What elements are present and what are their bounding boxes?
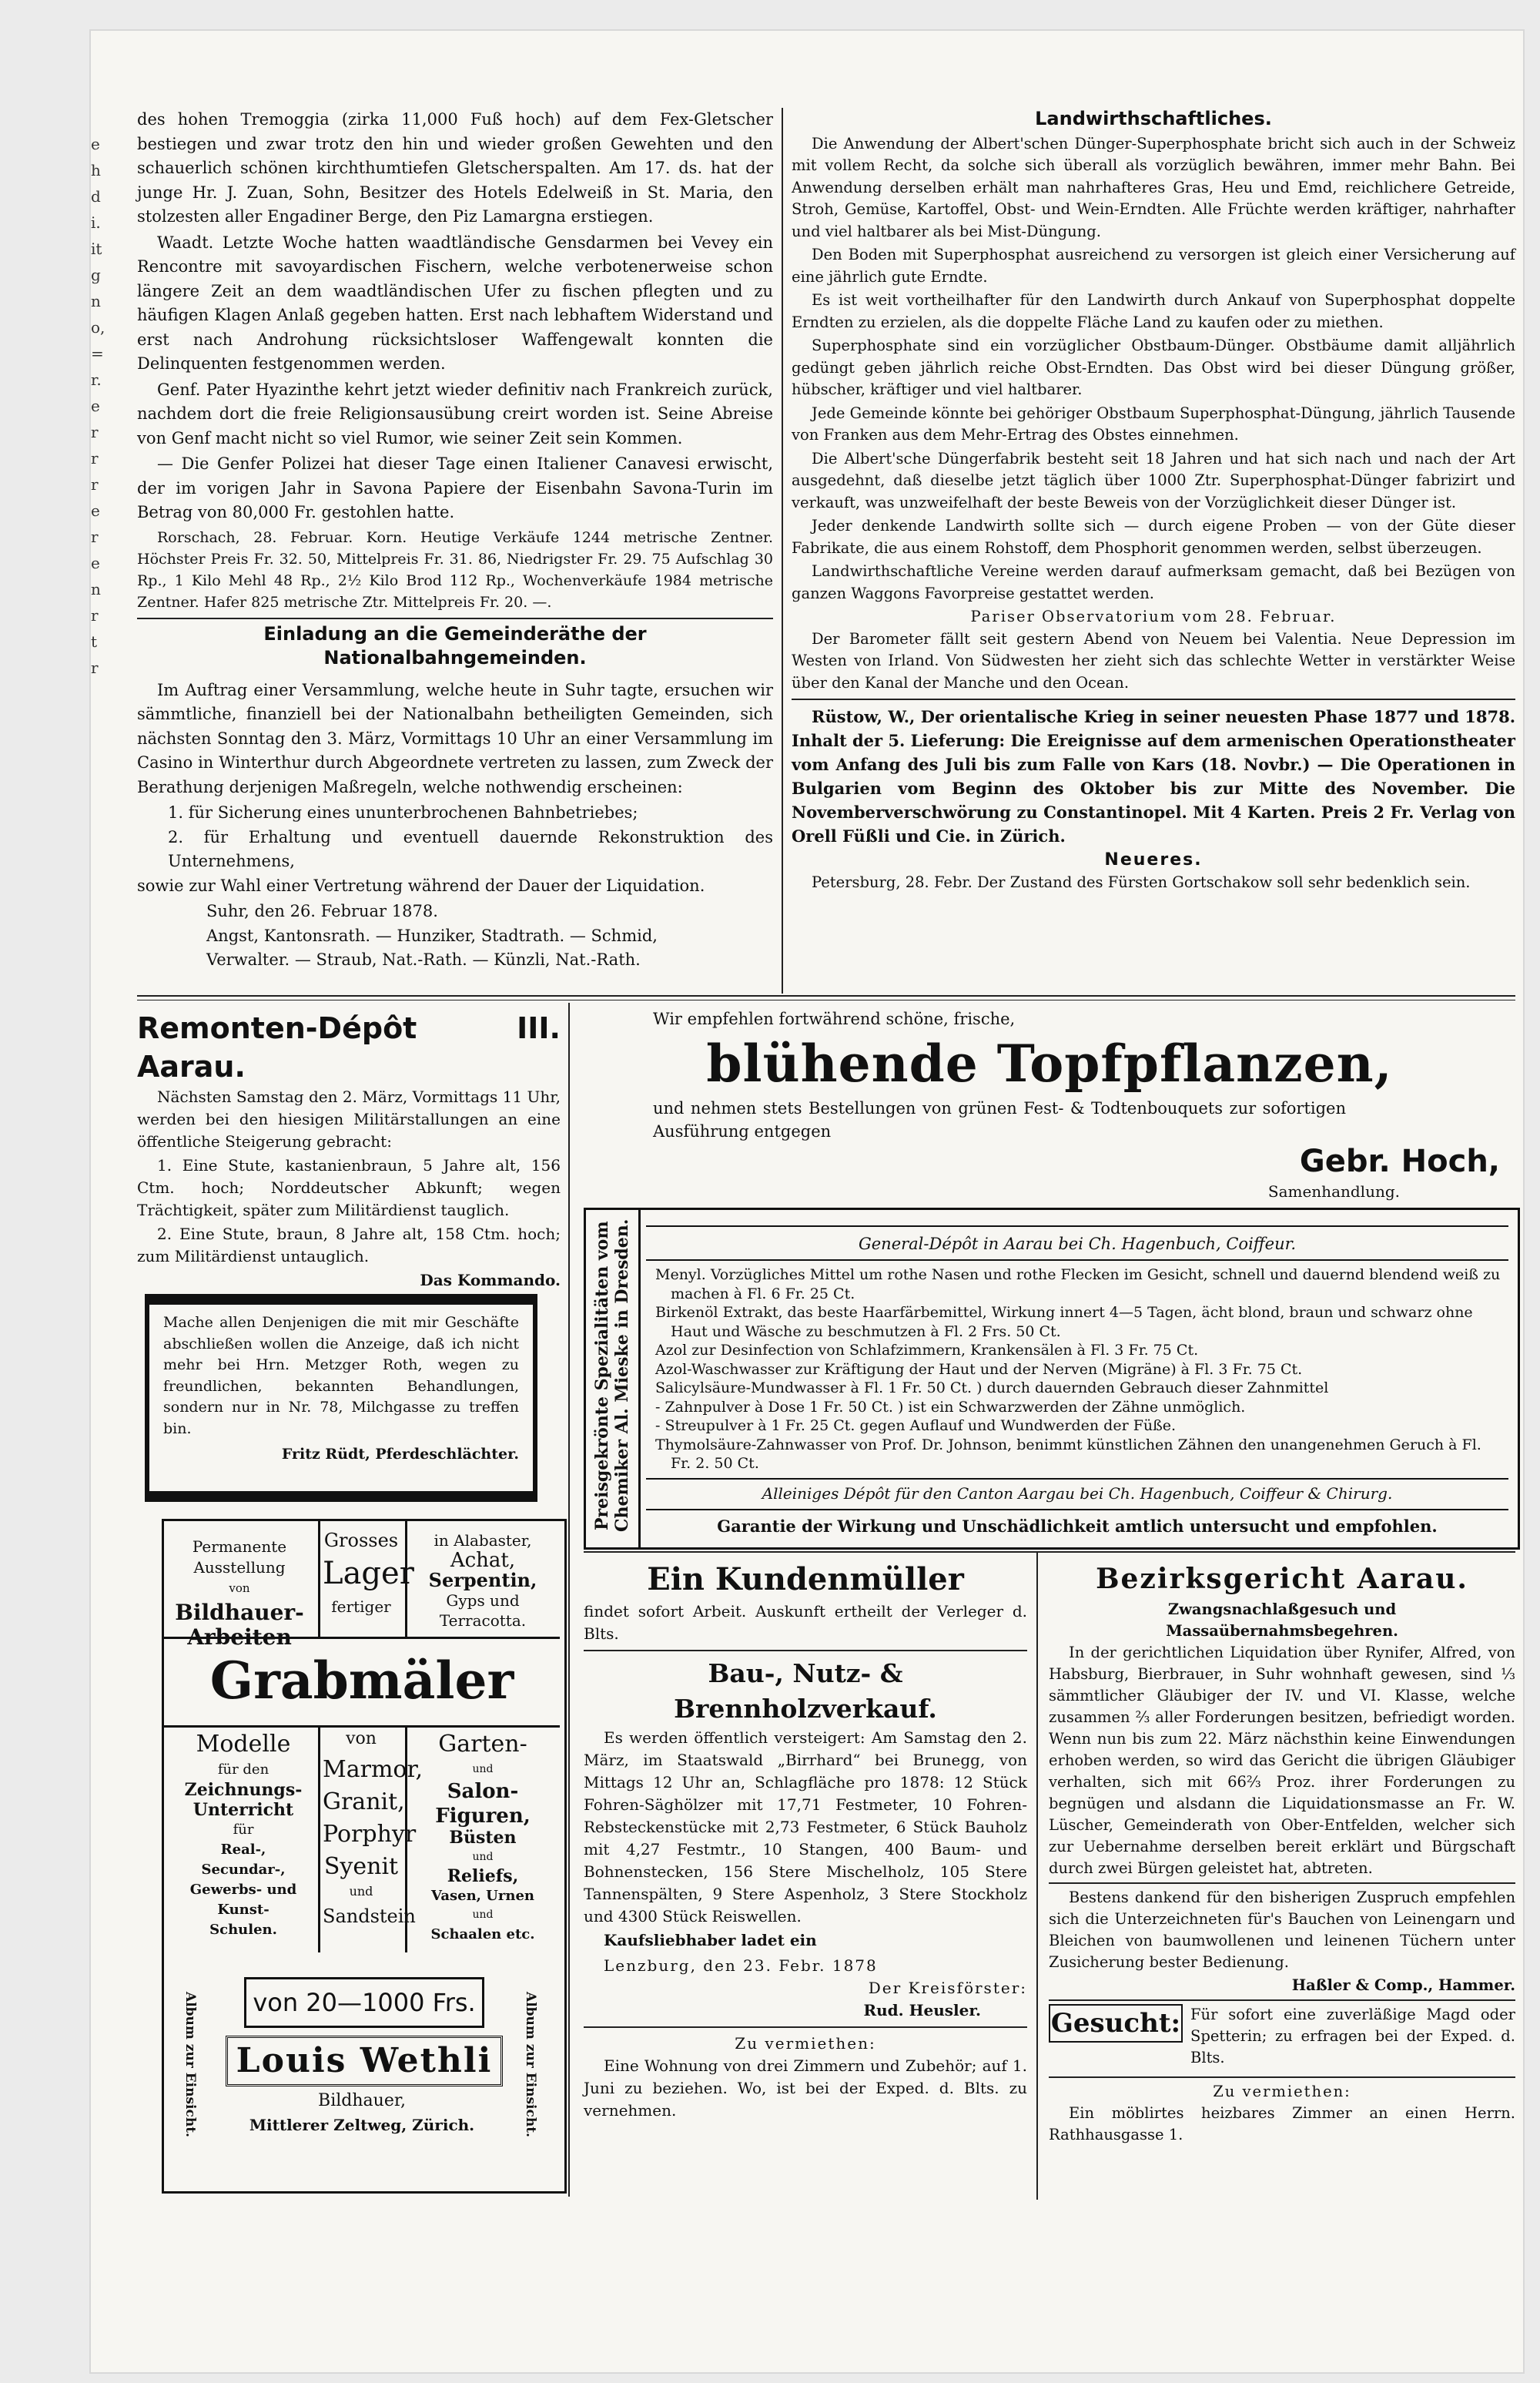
product-row: - Zahnpulver à Dose 1 Fr. 50 Ct. ) ist ein Schwarzwerden der Zähne unmöglich. [655, 1398, 1246, 1416]
ruedt-signature: Fritz Rüdt, Pferdeschlächter. [281, 1446, 519, 1463]
list-item: 1. für Sicherung eines ununterbrochenen Bahnbetriebes; [168, 803, 638, 822]
text-line: Real-, [220, 1842, 266, 1858]
text-line: Schulen. [209, 1922, 277, 1938]
hoch-ad [584, 1007, 1515, 1203]
gutter-letter: n [91, 292, 101, 310]
product-row: Salicylsäure-Mundwasser à Fl. 1 Fr. 50 Ct. ) durch dauernden Gebrauch dieser Zahnmittel [655, 1379, 1329, 1396]
hagenbuch-ad [584, 1208, 1520, 1550]
news-paragraph: Die Anwendung der Albert'schen Dünger-Superphosphate bricht sich auch in der Schweiz mit vollem Recht, da solche sich überall als vorzüglich bewähren, immer mehr Bahn. Bei Anwendung derselben erhält man nahrhafteres Gras, Heu und Emd, reichlichere Getreide, Stroh, Gemüse, Kartoffel, Obst- und Wein-Erndten. Alle Früchte werden kräftiger, nahrhafter und viel haltbarer als bei Mist-Düngung. [792, 134, 1515, 240]
kundenmueller-text: findet sofort Arbeit. Auskunft ertheilt der Verleger d. Blts. [584, 1602, 1027, 1643]
text-line: und [472, 1909, 494, 1921]
text-line: Serpentin, [428, 1569, 537, 1591]
vermieten-head: Zu vermiethen: [1213, 2083, 1351, 2100]
divider [584, 2026, 1027, 2028]
vertical-label: Preisgekrönte Spezialitäten vom Chemiker Al. Mieske in Dresden. [592, 1218, 632, 1533]
divider [584, 1551, 1515, 1553]
text-line: Gyps und [446, 1591, 520, 1610]
gutter-letter: i. [91, 213, 101, 232]
remonten-intro: Nächsten Samstag den 2. März, Vormittags 11 Uhr, werden bei den hiesigen Militärstallungen an eine öffentliche Steigerung gebracht: [137, 1088, 561, 1151]
gesucht-ad [1049, 2004, 1515, 2073]
news-paragraph: — Die Genfer Polizei hat dieser Tage einen Italiener Canavesi erwischt, der im vorigen Jahr in Savona Papiere der Eisenbahn Savona-Turin im Betrag von 80,000 Fr. gestohlen hatte. [137, 454, 773, 521]
grabmaeler-title: Grabmäler [209, 1651, 514, 1711]
text-line: Grosses [323, 1530, 399, 1551]
news-paragraph: Die Albert'sche Düngerfabrik besteht seit 18 Jahren und hat sich nach und nach der Art ausgedehnt, daß dieselbe jetzt täglich über 1000 Ztr. Superphosphat-Dünger fabrizirt und verkauft, was unzweifelhaft der beste Beweis von der Vorzüglichkeit dieser Dünger ist. [792, 449, 1515, 511]
sculptor-role: Bildhauer, [318, 2091, 406, 2110]
gesucht-title: Gesucht: [1049, 2004, 1183, 2043]
news-paragraph: Jede Gemeinde könnte bei gehöriger Obstbaum Superphosphat-Düngung, jährlich Tausende von Franken aus dem Mehr-Ertrag des Obstes einnehmen. [792, 404, 1515, 444]
gutter-letter: it [91, 240, 102, 258]
text-line: Modelle [196, 1731, 291, 1758]
text-line: Bildhauer- [175, 1600, 304, 1625]
divider [646, 1509, 1508, 1510]
list-item: 2. für Erhaltung und eventuell dauernde Rekonstruktion des Unternehmens, [168, 827, 773, 870]
observatory-heading: Pariser Observatorium vom 28. Februar. [970, 608, 1337, 625]
remonten-title: Remonten-Dépôt III. Aarau. [137, 1011, 561, 1084]
invitation-date: Suhr, den 26. Februar 1878. [206, 902, 438, 920]
text-line: Syenit [323, 1853, 399, 1880]
hagenbuch-header: General-Dépôt in Aarau bei Ch. Hagenbuch, Coiffeur. [858, 1235, 1297, 1253]
divider [646, 1478, 1508, 1480]
gutter-letter: e [91, 501, 100, 520]
market-report: Rorschach, 28. Februar. Korn. Heutige Verkäufe 1244 metrische Zentner. Höchster Preis Fr. 32. 50, Mittelpreis Fr. 31. 86, Niedrigster Fr. 29. 75 Aufschlag 30 Rp., 1 Kilo Mehl 48 Rp., 2½ Kilo Brod 112 Rp., Wochenverkäufe 1984 metrische Zentner. Hafer 825 metrische Ztr. Mittelpreis Fr. 20. —. [137, 528, 773, 611]
ruedt-text: Mache allen Denjenigen die mit mir Geschäfte abschließen wollen die Anzeige, daß ich nicht mehr bei Hrn. Metzger Roth, wegen zu freundlichen, bekannten Behandlungen, sondern nur in Nr. 78, Milchgasse zu treffen bin. [163, 1314, 519, 1437]
text-line: Vasen, Urnen [431, 1888, 534, 1904]
section-heading: Landwirthschaftliches. [1035, 108, 1272, 129]
text-line: Reliefs, [447, 1866, 519, 1886]
section-heading: Neueres. [1104, 850, 1203, 870]
product-row: Thymolsäure-Zahnwasser von Prof. Dr. Johnson, benimmt künstlichen Zähnen den unangenehmen Geruch à Fl. Fr. 2. 50 Ct. [655, 1436, 1481, 1472]
text-line: Porphyr [323, 1821, 417, 1848]
text-line: für [233, 1822, 254, 1838]
product-list [655, 1265, 1502, 1473]
models-text [172, 1729, 315, 1940]
news-paragraph: Der Barometer fällt seit gestern Abend von Neuem bei Valentia. Neue Depression im Westen von Irland. Von Südwesten her zieht sich das schlechte Wetter in verstärkter Weise über den Kanal der Manche und den Ocean. [792, 629, 1515, 692]
news-paragraph: Genf. Pater Hyazinthe kehrt jetzt wieder definitiv nach Frankreich zurück, nachdem dort die freie Religionsausübung creirt worden ist. Seine Abreise von Genf macht nicht so viel Rumor, wie seiner Zeit sein Kommen. [137, 380, 773, 447]
text-line: Unterricht [192, 1800, 294, 1820]
text-line: Lager [323, 1556, 414, 1591]
remonten-signature: Das Kommando. [420, 1271, 561, 1289]
holz-signature: Rud. Heusler. [863, 2001, 981, 2019]
news-paragraph: Superphosphate sind ein vorzüglicher Obstbaum-Dünger. Obstbäume damit alljährlich gedüngt geben jährlich reiche Obst-Erndten. Das Obst wird bei dieser Düngung größer, hübscher, kräftiger und viel haltbarer. [792, 337, 1515, 398]
text-line: und [472, 1851, 494, 1863]
news-paragraph: Waadt. Letzte Woche hatten waadtländische Gensdarmen bei Vevey ein Rencontre mit savoyardischen Fischern, welche verbotenerweise schon längere Zeit an dem waadtländischen Ufer zu fischen pflegten und zu häufigen Klagen Anlaß gegeben hatten. Erst nach lebhaftem Widerstand und erst nach Androhung rücksichtsloser Waffengewalt konnten die Delinquenten festgenommen werden. [137, 233, 773, 373]
divider [1049, 1999, 1515, 2001]
ad-divider [568, 1003, 570, 2197]
gericht-title: Bezirksgericht Aarau. [1096, 1563, 1468, 1595]
gutter-letter: h [91, 161, 101, 179]
gutter-letter: n [91, 580, 101, 598]
product-row: Azol zur Desinfection von Schlafzimmern, Krankensälen à Fl. 3 Fr. 75 Ct. [655, 1342, 1199, 1359]
gutter-letter: = [91, 344, 104, 363]
gutter-letter: r. [91, 370, 102, 389]
newspaper-page [91, 31, 1523, 2372]
signature-line: Verwalter. — Straub, Nat.-Rath. — Künzli, Nat.-Rath. [206, 950, 641, 969]
hoch-text: und nehmen stets Bestellungen von grünen Fest- & Todtenbouquets zur sofortigen Ausführung entgegen [653, 1099, 1346, 1141]
invitation-text: Im Auftrag einer Versammlung, welche heute in Suhr tagte, ersuchen wir sämmtliche, finanziell bei der Nationalbahn betheiligten Gemeinden, sich nächsten Sonntag den 3. März, Vormittags 10 Uhr an einer Versammlung im Casino in Winterthur durch Abgeordnete vertreten zu lassen, zum Zweck der Berathung derjenigen Maßregeln, welche nothwendig erscheinen: [137, 680, 773, 796]
middle-ads-column [584, 1559, 1027, 2123]
right-ads-column [1049, 1559, 1515, 2147]
text-line: für den [217, 1761, 270, 1778]
vermieten-text: Ein möblirtes heizbares Zimmer an einen Herrn. Rathhausgasse 1. [1049, 2104, 1515, 2143]
column-divider [782, 108, 783, 994]
product-row: - Streupulver à 1 Fr. 25 Ct. gegen Auflauf und Wundwerden der Füße. [655, 1417, 1177, 1434]
hoch-subtitle: Samenhandlung. [1267, 1182, 1400, 1201]
gutter-letter: g [91, 266, 101, 284]
text-line: Figuren, [435, 1805, 531, 1828]
gutter-letter: r [91, 659, 99, 677]
news-paragraph: des hohen Tremoggia (zirka 11,000 Fuß hoch) auf dem Fex-Gletscher bestiegen und zwar trotz den hin und wieder großen Gewehten und den schauerlich schönen kirchthumtiefen Gletscherspalten. Am 17. ds. hat der junge Hr. J. Zuan, Sohn, Besitzer des Hotels Edelweiß in St. Maria, den stolzesten aller Engadiner Berge, den Piz Lamargna erstiegen. [137, 110, 773, 226]
gutter-letter: r [91, 423, 99, 441]
news-paragraph: Es ist weit vortheilhafter für den Landwirth durch Ankauf von Superphosphat doppelte Erndten zu erzielen, als die doppelte Fläche Land zu kaufen oder zu miethen. [792, 291, 1515, 331]
hoch-intro: Wir empfehlen fortwährend schöne, frische, [653, 1010, 1016, 1028]
album-label-right: Album zur Einsicht. [523, 1991, 538, 2137]
holz-text: Es werden öffentlich versteigert: Am Samstag den 2. März, im Staatswald „Birrhard“ bei Brunegg, von Mittags 12 Uhr an, Schlagfläche pro 1878: 12 Stück Fohren-Säghölzer mit 17,71 Festmeter, 10 Fohren-Rebsteckenstücke mit 2,73 Festmeter, 6 Stück Bauholz mit 4,27 Festmtr., 10 Stangen, 400 Baum- und Bohnenstecken, 156 Stere Mischelholz, 105 Stere Tannenspälten, 9 Stere Aspenholz, 3 Stere Stockholz und 4300 Stück Reiswellen. [584, 1728, 1027, 1926]
gutter-letter: d [91, 187, 101, 206]
gutter-letter: r [91, 475, 99, 494]
exhibition-text [164, 1537, 315, 1650]
text-line: Sandstein [323, 1905, 416, 1927]
section-divider [137, 995, 1515, 997]
text-line: und [349, 1884, 373, 1899]
album-label-left: Album zur Einsicht. [182, 1991, 198, 2137]
gericht-subtitle: Zwangsnachlaßgesuch und Massaübernahmsbegehren. [1166, 1600, 1398, 1640]
gutter-letter: r [91, 606, 99, 625]
grabmaeler-ad [162, 1519, 567, 2194]
stone-types [323, 1754, 424, 1932]
hagenbuch-guarantee: Garantie der Wirkung und Unschädlichkeit amtlich untersucht und empfohlen. [717, 1517, 1438, 1536]
signature-line: Angst, Kantonsrath. — Hunziker, Stadtrath. — Schmid, [206, 926, 658, 945]
gutter-text [91, 131, 111, 681]
book-notice: Rüstow, W., Der orientalische Krieg in seiner neuesten Phase 1877 und 1878. Inhalt der 5. Lieferung: Die Ereignisse auf dem armenischen Operationstheater vom Anfang des Juli bis zum Falle von Kars (18. Novbr.) — Die Operationen in Bulgarien vom Beginn des Oktober bis zur Mitte des November. Die Novemberverschwörung zu Constantinopel. Mit 4 Karten. Preis 2 Fr. Verlag von Orell Füßli und Cie. in Zürich. [792, 707, 1515, 846]
divider [1049, 1882, 1515, 1884]
holz-invite: Kaufsliebhaber ladet ein [604, 1931, 817, 1949]
news-paragraph: Jeder denkende Landwirth sollte sich — durch eigene Proben — von der Güte dieser Fabrikate, die aus einem Rohstoff, dem Phosphorit genommen werden, selbst überzeugen. [792, 517, 1515, 557]
vermieten-text: Eine Wohnung von drei Zimmern und Zubehör; auf 1. Juni zu beziehen. Wo, ist bei der Exped. d. Blts. zu vernehmen. [584, 2056, 1027, 2120]
text-line: Marmor, [323, 1756, 424, 1783]
text-line: Secundar-, [201, 1862, 286, 1878]
hassler-signature: Haßler & Comp., Hammer. [1291, 1976, 1515, 1994]
gesucht-text: Für sofort eine zuverläßige Magd oder Spetterin; zu erfragen bei der Exped. d. Blts. [1190, 2006, 1515, 2066]
holz-title: Bau-, Nutz- & Brennholzverkauf. [674, 1658, 937, 1724]
gutter-letter: e [91, 135, 100, 153]
remonten-item: 2. Eine Stute, braun, 8 Jahre alt, 158 Ctm. hoch; zum Militärdienst untauglich. [137, 1225, 561, 1265]
text-line: in Alabaster, [434, 1531, 532, 1550]
text-line: Büsten [449, 1828, 517, 1848]
product-row: Azol-Waschwasser zur Kräftigung der Haut und der Nerven (Migräne) à Fl. 3 Fr. 75 Ct. [655, 1360, 1303, 1378]
ad-divider [1036, 1553, 1038, 2200]
ruedt-ad [145, 1294, 537, 1502]
text-line: Garten- [438, 1731, 527, 1758]
text-line: Granit, [323, 1788, 405, 1815]
news-paragraph: Petersburg, 28. Febr. Der Zustand des Fürsten Gortschakow soll sehr bedenklich sein. [812, 873, 1471, 891]
divider [137, 618, 773, 619]
divider [1049, 2076, 1515, 2078]
vermieten-head: Zu vermiethen: [735, 2034, 876, 2053]
news-paragraph: Landwirthschaftliche Vereine werden darauf aufmerksam gemacht, daß bei Bezügen von ganzen Waggons Favorpreise gestattet werden. [792, 562, 1515, 602]
figures-text [407, 1729, 558, 1944]
remonten-ad [137, 1009, 561, 1292]
gutter-letter: r [91, 449, 99, 468]
gutter-letter: r [91, 528, 99, 546]
news-paragraph: Den Boden mit Superphosphat ausreichend zu versorgen ist gleich einer Versicherung auf eine jährlich gute Erndte. [792, 246, 1515, 286]
text-line: Salon- [447, 1780, 519, 1803]
gutter-letter: e [91, 554, 100, 572]
cross-text [323, 1527, 414, 1620]
hoch-signature: Gebr. Hoch, [1299, 1144, 1500, 1179]
divider [646, 1225, 1508, 1227]
right-news-column [792, 108, 1515, 895]
left-news-column [137, 108, 773, 973]
invitation-list [137, 801, 773, 874]
divider [792, 699, 1515, 700]
divider [584, 1650, 1027, 1651]
text-line: Gewerbs- und [189, 1882, 297, 1898]
text-line: Kunst- [217, 1902, 270, 1918]
text-line: Terracotta. [439, 1611, 527, 1630]
text-line: Permanente [192, 1537, 287, 1556]
materials-text [407, 1530, 558, 1631]
gericht-text: In der gerichtlichen Liquidation über Rynifer, Alfred, von Habsburg, Bierbrauer, in Suhr wohnhaft gewesen, sind ⅓ sämmtlicher Gläubiger der IV. und VI. Klasse, welche zusammen ⅔ aller Forderungen besitzen, befriedigt worden. Wenn nun bis zum 22. März nächsthin keine Einwendungen erhoben werden, so wird das Gericht die übrigen Gläubiger verhalten, sich mit 66⅔ Proz. ihrer Forderungen zu begnügen und alsdann die Liquidationsmasse an Fr. W. Lüscher, Gemeinderath von Ober-Entfelden, welcher sich zur Uebernahme derselben bereit erklärt und Bürgschaft durch zwei Bürgen geleistet hat, abtreten. [1049, 1644, 1515, 1877]
von-text: von [346, 1729, 377, 1748]
hoch-title: blühende Topfpflanzen, [706, 1034, 1393, 1094]
text-line: und [472, 1763, 494, 1775]
gutter-letter: t [91, 632, 98, 651]
gutter-letter: o, [91, 318, 105, 337]
holz-date: Lenzburg, den 23. Febr. 1878 [604, 1956, 878, 1975]
hagenbuch-footer: Alleiniges Dépôt für den Canton Aargau bei Ch. Hagenbuch, Coiffeur & Chirurg. [762, 1484, 1393, 1503]
product-row: Birkenöl Extrakt, das beste Haarfärbemittel, Wirkung innert 4—5 Tagen, ächt blond, braun und schwarz ohne Haut und Wäsche zu beschmutzen à Fl. 2 Frs. 50 Ct. [655, 1304, 1473, 1340]
divider [646, 1259, 1508, 1261]
price-box: von 20—1000 Frs. [244, 1977, 484, 2028]
invitation-heading: Einladung an die Gemeinderäthe der Nationalbahngemeinden. [263, 622, 647, 669]
remonten-item: 1. Eine Stute, kastanienbraun, 5 Jahre alt, 156 Ctm. hoch; Norddeutscher Abkunft; wegen Trächtigkeit, später zum Militärdienst tauglich. [137, 1156, 561, 1219]
invitation-text: sowie zur Wahl einer Vertretung während der Dauer der Liquidation. [137, 876, 705, 895]
hassler-text: Bestens dankend für den bisherigen Zuspruch empfehlen sich die Unterzeichneten für's Bauchen von Leinengarn und Bleichen von baumwollenen und leinenen Tüchern unter Zusicherung bester Bedienung. [1049, 1889, 1515, 1971]
text-line: Ausstellung [193, 1558, 286, 1577]
holz-role: Der Kreisförster: [868, 1979, 1027, 1997]
text-line: Arbeiten [187, 1624, 292, 1650]
sculptor-address: Mittlerer Zeltweg, Zürich. [249, 2116, 475, 2134]
text-line: Zeichnungs- [184, 1780, 303, 1800]
kundenmueller-title: Ein Kundenmüller [647, 1561, 964, 1597]
text-line: fertiger [331, 1597, 391, 1616]
product-row: Menyl. Vorzügliches Mittel um rothe Nasen und rothe Flecken im Gesicht, schnell und dauernd blendend weiß zu machen à Fl. 6 Fr. 25 Ct. [655, 1266, 1501, 1302]
gutter-letter: e [91, 397, 100, 415]
text-line: Achat, [450, 1549, 516, 1572]
text-line: von [229, 1581, 250, 1595]
sculptor-name: Louis Wethli [226, 2036, 503, 2086]
text-line: Schaalen etc. [430, 1926, 535, 1942]
